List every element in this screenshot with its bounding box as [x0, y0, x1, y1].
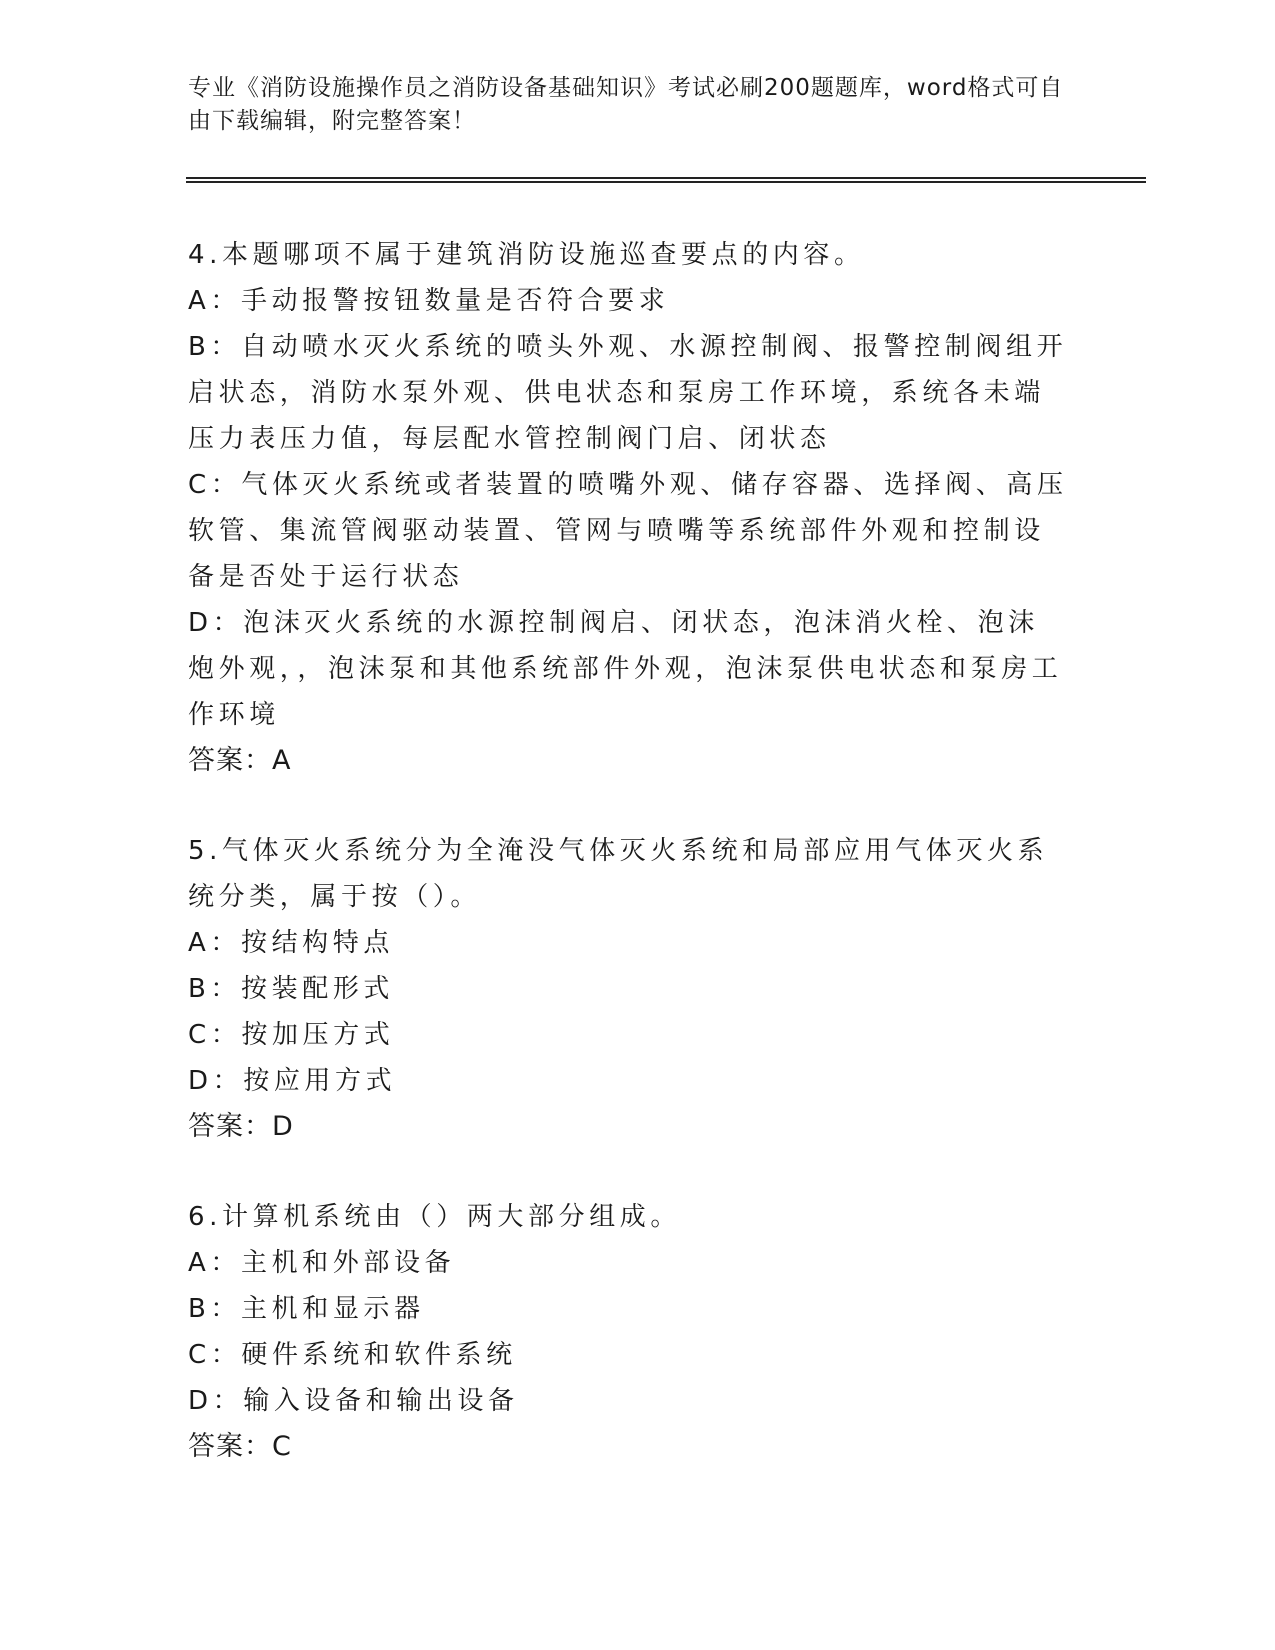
- option-b: B：主机和显示器: [188, 1294, 425, 1324]
- option-c: C：气体灭火系统或者装置的喷嘴外观、储存容器、选择阀、高压软管、集流管阀驱动装置、管网与喷嘴等系统部件外观和控制设备是否处于运行状态: [188, 470, 1068, 592]
- option-b: B：自动喷水灭火系统的喷头外观、水源控制阀、报警控制阀组开启状态，消防水泵外观、供电状态和泵房工作环境，系统各未端压力表压力值，每层配水管控制阀门启、闭状态: [188, 332, 1068, 454]
- option-c: C：按加压方式: [188, 1020, 395, 1050]
- answer: 答案：D: [188, 1111, 294, 1142]
- question-5: [188, 828, 1068, 1150]
- option-d: D：泡沫灭火系统的水源控制阀启、闭状态，泡沫消火栓、泡沫炮外观，，泡沫泵和其他系统部件外观，泡沫泵供电状态和泵房工作环境: [188, 608, 1063, 730]
- option-a: A：按结构特点: [188, 928, 394, 958]
- question-stem: 4.本题哪项不属于建筑消防设施巡查要点的内容。: [188, 240, 865, 270]
- question-stem: 5.气体灭火系统分为全淹没气体灭火系统和局部应用气体灭火系统分类，属于按（）。: [188, 836, 1049, 912]
- header-divider: [186, 177, 1146, 183]
- question-stem: 6.计算机系统由（）两大部分组成。: [188, 1202, 682, 1232]
- option-d: D：输入设备和输出设备: [188, 1386, 519, 1416]
- option-a: A：手动报警按钮数量是否符合要求: [188, 286, 670, 316]
- option-b: B：按装配形式: [188, 974, 395, 1004]
- option-c: C：硬件系统和软件系统: [188, 1340, 517, 1370]
- document-header: 专业《消防设施操作员之消防设备基础知识》考试必刷200题题库，word格式可自由下载编辑，附完整答案！: [188, 75, 1064, 134]
- question-6: [188, 1194, 1068, 1470]
- option-d: D：按应用方式: [188, 1066, 397, 1096]
- option-a: A：主机和外部设备: [188, 1248, 456, 1278]
- answer: 答案：C: [188, 1431, 292, 1462]
- question-4: [188, 232, 1068, 784]
- question-list: [188, 232, 1068, 1514]
- answer: 答案：A: [188, 745, 292, 776]
